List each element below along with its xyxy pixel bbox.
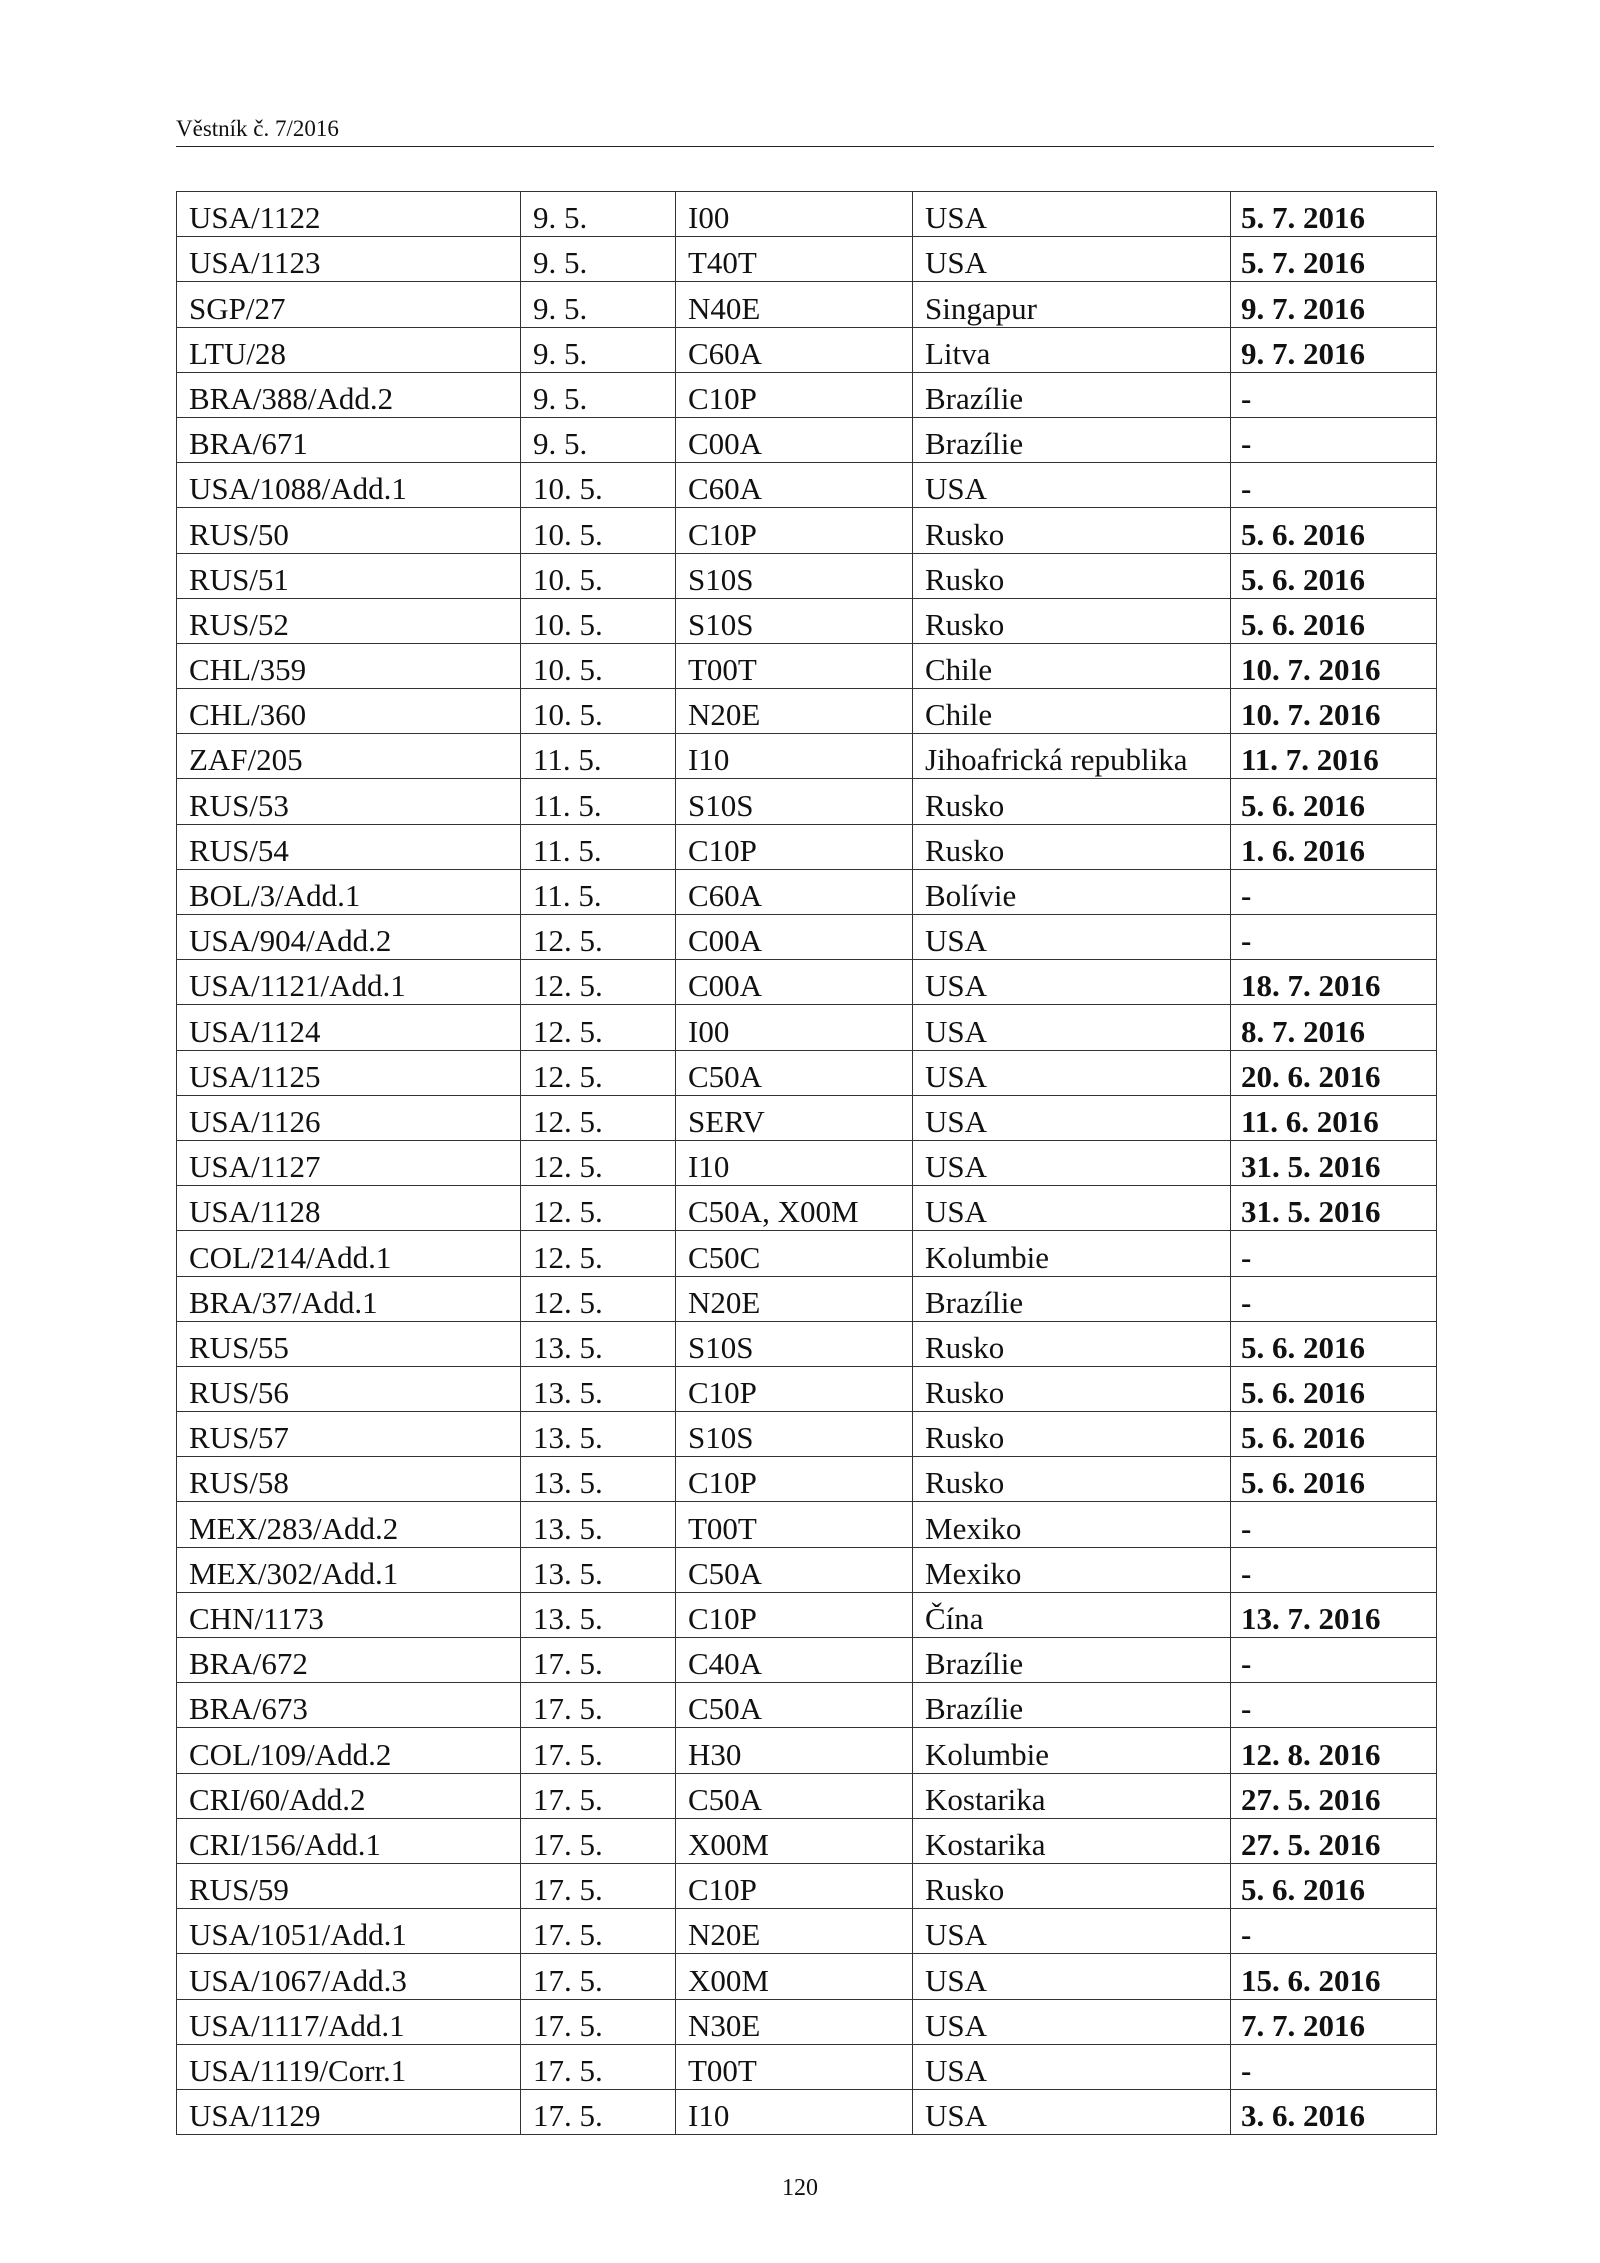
country-cell: Rusko bbox=[913, 1863, 1231, 1908]
table-row bbox=[177, 1999, 1437, 2044]
date-cell: 12. 5. bbox=[521, 1050, 676, 1095]
country-cell: USA bbox=[913, 192, 1231, 237]
country-cell: Kostarika bbox=[913, 1818, 1231, 1863]
table-row bbox=[177, 553, 1437, 598]
code-cell: C10P bbox=[676, 1457, 913, 1502]
deadline-cell: 5. 7. 2016 bbox=[1231, 192, 1437, 237]
table-row bbox=[177, 1321, 1437, 1366]
code-cell: N20E bbox=[676, 1276, 913, 1321]
table-row bbox=[177, 1592, 1437, 1637]
table-row bbox=[177, 915, 1437, 960]
deadline-cell: - bbox=[1231, 1638, 1437, 1683]
document-id-cell: LTU/28 bbox=[177, 327, 521, 372]
document-id-cell: USA/1124 bbox=[177, 1005, 521, 1050]
code-cell: T00T bbox=[676, 643, 913, 688]
code-cell: C10P bbox=[676, 824, 913, 869]
deadline-cell: 5. 6. 2016 bbox=[1231, 553, 1437, 598]
country-cell: Mexiko bbox=[913, 1547, 1231, 1592]
table-row bbox=[177, 463, 1437, 508]
date-cell: 12. 5. bbox=[521, 1005, 676, 1050]
date-cell: 17. 5. bbox=[521, 1999, 676, 2044]
country-cell: Čína bbox=[913, 1592, 1231, 1637]
document-id-cell: USA/1122 bbox=[177, 192, 521, 237]
table-row bbox=[177, 1638, 1437, 1683]
date-cell: 13. 5. bbox=[521, 1412, 676, 1457]
table-row bbox=[177, 1773, 1437, 1818]
country-cell: USA bbox=[913, 1954, 1231, 1999]
table-row bbox=[177, 2044, 1437, 2089]
code-cell: C60A bbox=[676, 869, 913, 914]
table-row bbox=[177, 1863, 1437, 1908]
table-row bbox=[177, 417, 1437, 462]
page-number: 120 bbox=[782, 2175, 818, 2201]
deadline-cell: 11. 6. 2016 bbox=[1231, 1095, 1437, 1140]
country-cell: Rusko bbox=[913, 1412, 1231, 1457]
date-cell: 10. 5. bbox=[521, 508, 676, 553]
code-cell: C00A bbox=[676, 417, 913, 462]
deadline-cell: 9. 7. 2016 bbox=[1231, 327, 1437, 372]
date-cell: 11. 5. bbox=[521, 824, 676, 869]
date-cell: 9. 5. bbox=[521, 372, 676, 417]
code-cell: C10P bbox=[676, 1366, 913, 1411]
date-cell: 10. 5. bbox=[521, 463, 676, 508]
document-id-cell: USA/904/Add.2 bbox=[177, 915, 521, 960]
deadline-cell: 12. 8. 2016 bbox=[1231, 1728, 1437, 1773]
date-cell: 17. 5. bbox=[521, 1818, 676, 1863]
table-row bbox=[177, 1231, 1437, 1276]
country-cell: Rusko bbox=[913, 1457, 1231, 1502]
document-id-cell: USA/1126 bbox=[177, 1095, 521, 1140]
date-cell: 12. 5. bbox=[521, 915, 676, 960]
document-id-cell: USA/1125 bbox=[177, 1050, 521, 1095]
deadline-cell: 18. 7. 2016 bbox=[1231, 960, 1437, 1005]
deadline-cell: - bbox=[1231, 417, 1437, 462]
document-id-cell: RUS/55 bbox=[177, 1321, 521, 1366]
date-cell: 10. 5. bbox=[521, 553, 676, 598]
country-cell: Rusko bbox=[913, 598, 1231, 643]
date-cell: 17. 5. bbox=[521, 1909, 676, 1954]
document-id-cell: RUS/54 bbox=[177, 824, 521, 869]
deadline-cell: - bbox=[1231, 1909, 1437, 1954]
code-cell: C50C bbox=[676, 1231, 913, 1276]
deadline-cell: 5. 6. 2016 bbox=[1231, 1863, 1437, 1908]
date-cell: 17. 5. bbox=[521, 1863, 676, 1908]
code-cell: C50A bbox=[676, 1683, 913, 1728]
date-cell: 13. 5. bbox=[521, 1366, 676, 1411]
code-cell: T00T bbox=[676, 2044, 913, 2089]
deadline-cell: 27. 5. 2016 bbox=[1231, 1773, 1437, 1818]
deadline-cell: 10. 7. 2016 bbox=[1231, 689, 1437, 734]
date-cell: 10. 5. bbox=[521, 598, 676, 643]
document-id-cell: RUS/52 bbox=[177, 598, 521, 643]
code-cell: C10P bbox=[676, 372, 913, 417]
country-cell: Brazílie bbox=[913, 1638, 1231, 1683]
document-id-cell: BRA/671 bbox=[177, 417, 521, 462]
document-id-cell: USA/1128 bbox=[177, 1186, 521, 1231]
deadline-cell: 31. 5. 2016 bbox=[1231, 1186, 1437, 1231]
country-cell: USA bbox=[913, 237, 1231, 282]
country-cell: Brazílie bbox=[913, 1276, 1231, 1321]
country-cell: USA bbox=[913, 1186, 1231, 1231]
country-cell: Rusko bbox=[913, 779, 1231, 824]
table-row bbox=[177, 1909, 1437, 1954]
date-cell: 17. 5. bbox=[521, 2089, 676, 2134]
date-cell: 10. 5. bbox=[521, 643, 676, 688]
document-id-cell: USA/1067/Add.3 bbox=[177, 1954, 521, 1999]
date-cell: 12. 5. bbox=[521, 1276, 676, 1321]
date-cell: 17. 5. bbox=[521, 1773, 676, 1818]
date-cell: 13. 5. bbox=[521, 1502, 676, 1547]
date-cell: 10. 5. bbox=[521, 689, 676, 734]
deadline-cell: 7. 7. 2016 bbox=[1231, 1999, 1437, 2044]
code-cell: S10S bbox=[676, 779, 913, 824]
table-row bbox=[177, 1547, 1437, 1592]
document-id-cell: RUS/50 bbox=[177, 508, 521, 553]
document-id-cell: BOL/3/Add.1 bbox=[177, 869, 521, 914]
deadline-cell: - bbox=[1231, 1547, 1437, 1592]
date-cell: 13. 5. bbox=[521, 1457, 676, 1502]
table-row bbox=[177, 1276, 1437, 1321]
table-row bbox=[177, 282, 1437, 327]
date-cell: 9. 5. bbox=[521, 417, 676, 462]
code-cell: S10S bbox=[676, 553, 913, 598]
table-row bbox=[177, 960, 1437, 1005]
document-id-cell: SGP/27 bbox=[177, 282, 521, 327]
code-cell: S10S bbox=[676, 1412, 913, 1457]
deadline-cell: 11. 7. 2016 bbox=[1231, 734, 1437, 779]
date-cell: 9. 5. bbox=[521, 282, 676, 327]
document-id-cell: CHL/360 bbox=[177, 689, 521, 734]
code-cell: C00A bbox=[676, 915, 913, 960]
code-cell: C50A bbox=[676, 1547, 913, 1592]
deadline-cell: 27. 5. 2016 bbox=[1231, 1818, 1437, 1863]
date-cell: 12. 5. bbox=[521, 1186, 676, 1231]
code-cell: S10S bbox=[676, 1321, 913, 1366]
date-cell: 13. 5. bbox=[521, 1592, 676, 1637]
country-cell: Brazílie bbox=[913, 372, 1231, 417]
country-cell: USA bbox=[913, 2089, 1231, 2134]
table-row bbox=[177, 1457, 1437, 1502]
deadline-cell: 15. 6. 2016 bbox=[1231, 1954, 1437, 1999]
country-cell: USA bbox=[913, 1140, 1231, 1185]
document-id-cell: MEX/283/Add.2 bbox=[177, 1502, 521, 1547]
date-cell: 9. 5. bbox=[521, 192, 676, 237]
table-row bbox=[177, 1005, 1437, 1050]
code-cell: C10P bbox=[676, 1863, 913, 1908]
date-cell: 11. 5. bbox=[521, 734, 676, 779]
country-cell: Rusko bbox=[913, 1366, 1231, 1411]
table-row bbox=[177, 689, 1437, 734]
document-id-cell: USA/1051/Add.1 bbox=[177, 1909, 521, 1954]
date-cell: 12. 5. bbox=[521, 1095, 676, 1140]
deadline-cell: 5. 6. 2016 bbox=[1231, 508, 1437, 553]
country-cell: USA bbox=[913, 915, 1231, 960]
deadline-cell: 5. 6. 2016 bbox=[1231, 1321, 1437, 1366]
date-cell: 11. 5. bbox=[521, 779, 676, 824]
date-cell: 17. 5. bbox=[521, 1683, 676, 1728]
table-row bbox=[177, 1683, 1437, 1728]
deadline-cell: 5. 6. 2016 bbox=[1231, 1366, 1437, 1411]
table-row bbox=[177, 1095, 1437, 1140]
code-cell: C10P bbox=[676, 1592, 913, 1637]
code-cell: S10S bbox=[676, 598, 913, 643]
code-cell: C60A bbox=[676, 463, 913, 508]
table-row bbox=[177, 1954, 1437, 1999]
document-id-cell: USA/1129 bbox=[177, 2089, 521, 2134]
country-cell: USA bbox=[913, 1050, 1231, 1095]
deadline-cell: 13. 7. 2016 bbox=[1231, 1592, 1437, 1637]
date-cell: 17. 5. bbox=[521, 1728, 676, 1773]
country-cell: Kostarika bbox=[913, 1773, 1231, 1818]
deadline-cell: 5. 6. 2016 bbox=[1231, 1412, 1437, 1457]
country-cell: Chile bbox=[913, 689, 1231, 734]
table-row bbox=[177, 1050, 1437, 1095]
document-id-cell: USA/1117/Add.1 bbox=[177, 1999, 521, 2044]
document-id-cell: RUS/53 bbox=[177, 779, 521, 824]
table-body bbox=[177, 192, 1437, 2135]
code-cell: N20E bbox=[676, 1909, 913, 1954]
table-row bbox=[177, 1502, 1437, 1547]
deadline-cell: - bbox=[1231, 1276, 1437, 1321]
code-cell: I00 bbox=[676, 1005, 913, 1050]
document-id-cell: COL/109/Add.2 bbox=[177, 1728, 521, 1773]
table-row bbox=[177, 192, 1437, 237]
deadline-cell: 5. 6. 2016 bbox=[1231, 598, 1437, 643]
code-cell: X00M bbox=[676, 1954, 913, 1999]
deadline-cell: - bbox=[1231, 372, 1437, 417]
country-cell: Brazílie bbox=[913, 417, 1231, 462]
country-cell: Litva bbox=[913, 327, 1231, 372]
document-id-cell: ZAF/205 bbox=[177, 734, 521, 779]
table-row bbox=[177, 1818, 1437, 1863]
document-id-cell: BRA/673 bbox=[177, 1683, 521, 1728]
table-row bbox=[177, 643, 1437, 688]
document-id-cell: BRA/37/Add.1 bbox=[177, 1276, 521, 1321]
code-cell: C00A bbox=[676, 960, 913, 1005]
deadline-cell: 8. 7. 2016 bbox=[1231, 1005, 1437, 1050]
table-row bbox=[177, 598, 1437, 643]
deadline-cell: - bbox=[1231, 1231, 1437, 1276]
country-cell: Brazílie bbox=[913, 1683, 1231, 1728]
date-cell: 12. 5. bbox=[521, 1140, 676, 1185]
date-cell: 17. 5. bbox=[521, 1954, 676, 1999]
country-cell: Jihoafrická republika bbox=[913, 734, 1231, 779]
document-id-cell: RUS/59 bbox=[177, 1863, 521, 1908]
country-cell: USA bbox=[913, 960, 1231, 1005]
table-row bbox=[177, 1728, 1437, 1773]
code-cell: N30E bbox=[676, 1999, 913, 2044]
date-cell: 12. 5. bbox=[521, 1231, 676, 1276]
document-id-cell: RUS/58 bbox=[177, 1457, 521, 1502]
deadline-cell: 5. 7. 2016 bbox=[1231, 237, 1437, 282]
country-cell: USA bbox=[913, 1005, 1231, 1050]
document-id-cell: RUS/51 bbox=[177, 553, 521, 598]
page-header bbox=[176, 112, 1434, 147]
document-id-cell: USA/1119/Corr.1 bbox=[177, 2044, 521, 2089]
document-id-cell: MEX/302/Add.1 bbox=[177, 1547, 521, 1592]
date-cell: 17. 5. bbox=[521, 1638, 676, 1683]
code-cell: C10P bbox=[676, 508, 913, 553]
code-cell: C50A bbox=[676, 1050, 913, 1095]
deadline-cell: 10. 7. 2016 bbox=[1231, 643, 1437, 688]
country-cell: USA bbox=[913, 1095, 1231, 1140]
table-row bbox=[177, 1366, 1437, 1411]
table-row bbox=[177, 734, 1437, 779]
document-id-cell: USA/1127 bbox=[177, 1140, 521, 1185]
country-cell: USA bbox=[913, 2044, 1231, 2089]
country-cell: Rusko bbox=[913, 553, 1231, 598]
table-row bbox=[177, 2089, 1437, 2134]
country-cell: Mexiko bbox=[913, 1502, 1231, 1547]
table-row bbox=[177, 508, 1437, 553]
country-cell: Singapur bbox=[913, 282, 1231, 327]
code-cell: SERV bbox=[676, 1095, 913, 1140]
table-row bbox=[177, 372, 1437, 417]
code-cell: C60A bbox=[676, 327, 913, 372]
deadline-cell: - bbox=[1231, 1502, 1437, 1547]
deadline-cell: - bbox=[1231, 869, 1437, 914]
document-id-cell: RUS/57 bbox=[177, 1412, 521, 1457]
document-id-cell: USA/1088/Add.1 bbox=[177, 463, 521, 508]
date-cell: 9. 5. bbox=[521, 237, 676, 282]
document-id-cell: CRI/60/Add.2 bbox=[177, 1773, 521, 1818]
deadline-cell: - bbox=[1231, 1683, 1437, 1728]
date-cell: 13. 5. bbox=[521, 1321, 676, 1366]
document-id-cell: BRA/388/Add.2 bbox=[177, 372, 521, 417]
country-cell: Rusko bbox=[913, 824, 1231, 869]
table-row bbox=[177, 237, 1437, 282]
table-row bbox=[177, 779, 1437, 824]
code-cell: N20E bbox=[676, 689, 913, 734]
table-row bbox=[177, 1140, 1437, 1185]
deadline-cell: 9. 7. 2016 bbox=[1231, 282, 1437, 327]
deadline-cell: 31. 5. 2016 bbox=[1231, 1140, 1437, 1185]
country-cell: Rusko bbox=[913, 508, 1231, 553]
document-id-cell: CHL/359 bbox=[177, 643, 521, 688]
document-id-cell: COL/214/Add.1 bbox=[177, 1231, 521, 1276]
date-cell: 11. 5. bbox=[521, 869, 676, 914]
document-id-cell: CHN/1173 bbox=[177, 1592, 521, 1637]
deadline-cell: 1. 6. 2016 bbox=[1231, 824, 1437, 869]
code-cell: X00M bbox=[676, 1818, 913, 1863]
country-cell: Bolívie bbox=[913, 869, 1231, 914]
document-id-cell: USA/1121/Add.1 bbox=[177, 960, 521, 1005]
table-row bbox=[177, 1412, 1437, 1457]
code-cell: C50A, X00M bbox=[676, 1186, 913, 1231]
deadline-cell: 5. 6. 2016 bbox=[1231, 1457, 1437, 1502]
code-cell: N40E bbox=[676, 282, 913, 327]
code-cell: T00T bbox=[676, 1502, 913, 1547]
country-cell: USA bbox=[913, 1999, 1231, 2044]
table-row bbox=[177, 1186, 1437, 1231]
date-cell: 9. 5. bbox=[521, 327, 676, 372]
deadline-cell: - bbox=[1231, 2044, 1437, 2089]
date-cell: 17. 5. bbox=[521, 2044, 676, 2089]
country-cell: Kolumbie bbox=[913, 1728, 1231, 1773]
code-cell: C40A bbox=[676, 1638, 913, 1683]
document-id-cell: RUS/56 bbox=[177, 1366, 521, 1411]
code-cell: H30 bbox=[676, 1728, 913, 1773]
deadline-cell: - bbox=[1231, 915, 1437, 960]
notification-table bbox=[176, 191, 1437, 2135]
deadline-cell: 3. 6. 2016 bbox=[1231, 2089, 1437, 2134]
table-row bbox=[177, 824, 1437, 869]
deadline-cell: - bbox=[1231, 463, 1437, 508]
document-id-cell: CRI/156/Add.1 bbox=[177, 1818, 521, 1863]
document-id-cell: BRA/672 bbox=[177, 1638, 521, 1683]
country-cell: Chile bbox=[913, 643, 1231, 688]
country-cell: Kolumbie bbox=[913, 1231, 1231, 1276]
deadline-cell: 5. 6. 2016 bbox=[1231, 779, 1437, 824]
country-cell: USA bbox=[913, 1909, 1231, 1954]
document-id-cell: USA/1123 bbox=[177, 237, 521, 282]
table-row bbox=[177, 869, 1437, 914]
table-row bbox=[177, 327, 1437, 372]
deadline-cell: 20. 6. 2016 bbox=[1231, 1050, 1437, 1095]
code-cell: T40T bbox=[676, 237, 913, 282]
country-cell: USA bbox=[913, 463, 1231, 508]
date-cell: 13. 5. bbox=[521, 1547, 676, 1592]
code-cell: I10 bbox=[676, 2089, 913, 2134]
code-cell: I10 bbox=[676, 1140, 913, 1185]
journal-title: Věstník č. 7/2016 bbox=[176, 116, 339, 141]
date-cell: 12. 5. bbox=[521, 960, 676, 1005]
code-cell: I00 bbox=[676, 192, 913, 237]
code-cell: C50A bbox=[676, 1773, 913, 1818]
country-cell: Rusko bbox=[913, 1321, 1231, 1366]
code-cell: I10 bbox=[676, 734, 913, 779]
